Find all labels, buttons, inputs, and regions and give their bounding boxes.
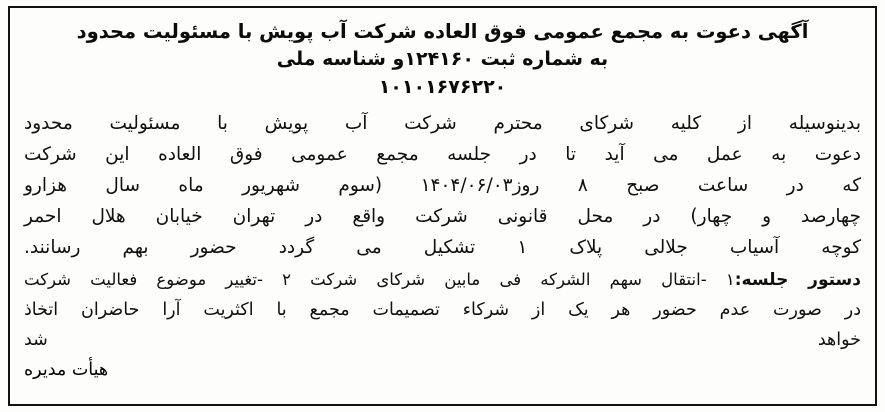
body-line-4: چهارصد و چهار) در محل قانونی شرکت واقع در تهران خیابان هلال احمر bbox=[24, 206, 861, 227]
registration-number-text: به شماره ثبت ۱۲۴۱۶۰و شناسه ملی bbox=[276, 48, 609, 70]
agenda-label: دستور جلسه: bbox=[734, 270, 862, 290]
body-line-2: دعوت به عمل می آید تا در جلسه مجمع عمومی فوق العاده این شرکت bbox=[24, 144, 861, 165]
closing-line-2: خواهد شد bbox=[24, 330, 861, 350]
signature-board-of-directors: هیأت مدیره bbox=[24, 360, 109, 380]
closing-line-1: در صورت عدم حضور هر یک از شرکاء تصمیمات مجمع با اکثریت آرا حاضران اتخاذ bbox=[24, 300, 861, 320]
body-line-1: بدینوسیله از کلیه شرکای محترم شرکت آب پویش با مسئولیت محدود bbox=[24, 113, 861, 134]
announcement-title bbox=[24, 18, 861, 101]
document-content bbox=[24, 18, 861, 396]
title-line-3 bbox=[24, 73, 861, 101]
agenda-section bbox=[24, 265, 861, 295]
body-line-5: کوچه آسیاب جلالی پلاک ۱ تشکیل می گردد حضور بهم رسانند. bbox=[24, 237, 861, 258]
national-id-text: ۱۰۱۰۱۶۷۶۲۲۰ bbox=[378, 76, 507, 98]
document-border bbox=[8, 6, 877, 406]
agenda-items: ۱ -انتقال سهم الشرکه فی مابین شرکای شرکت ۲ -تغییر موضوع فعالیت شرکت bbox=[24, 270, 735, 289]
title-line-1: آگهی دعوت به مجمع عمومی فوق العاده شرکت آب پویش با مسئولیت محدود bbox=[76, 20, 809, 43]
title-line-2 bbox=[24, 45, 861, 73]
announcement-body bbox=[24, 108, 861, 263]
agenda-line bbox=[24, 265, 861, 295]
body-line-3: که در ساعت صبح ۸ روز۱۴۰۴/۰۶/۰۳ (سوم شهریور ماه سال هزارو bbox=[24, 175, 861, 196]
closing-section bbox=[24, 295, 861, 355]
